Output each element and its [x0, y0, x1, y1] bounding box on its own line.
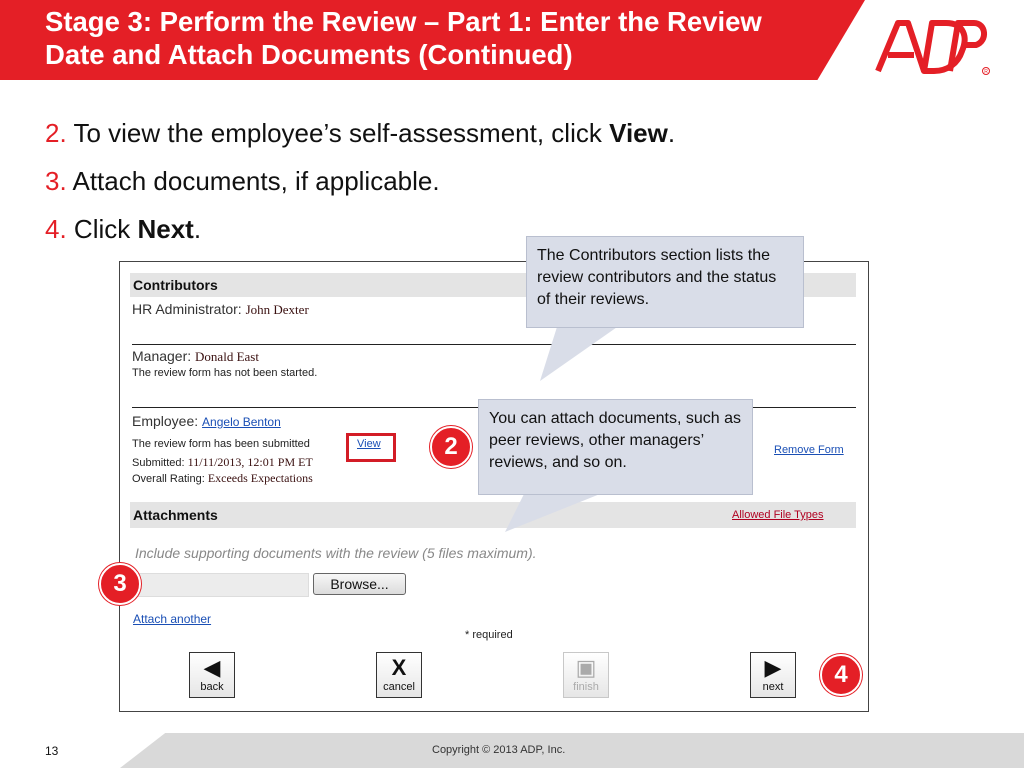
step-text-end: . — [667, 118, 676, 148]
step-marker-3: 3 — [99, 563, 141, 605]
browse-button[interactable]: Browse... — [313, 573, 406, 595]
finish-label: finish — [573, 681, 599, 693]
finish-button[interactable] — [563, 652, 609, 698]
contributors-header: Contributors — [130, 273, 856, 297]
attach-another-link[interactable]: Attach another — [133, 612, 212, 626]
slide-title: Stage 3: Perform the Review – Part 1: Enter the Review Date and Attach Documents (Continued) — [45, 6, 762, 70]
rating-value: Exceeds Expectations — [207, 471, 313, 485]
view-highlight — [346, 433, 396, 462]
back-button[interactable] — [189, 652, 235, 698]
required-note: * required — [465, 629, 513, 641]
disk-icon: ▣ — [575, 655, 597, 680]
step-text: To view the employee’s self-assessment, click — [73, 118, 610, 148]
contributors-callout: The Contributors section lists the review contributors and the status of their reviews. — [526, 236, 804, 328]
step-4 — [45, 214, 201, 245]
employee-label: Employee: — [132, 413, 199, 429]
back-label: back — [200, 681, 224, 693]
allowed-file-types-link[interactable]: Allowed File Types — [732, 509, 824, 521]
cancel-button[interactable] — [376, 652, 422, 698]
rating-row — [132, 471, 313, 486]
employee-status: The review form has been submitted — [132, 438, 310, 450]
manager-label: Manager: — [132, 348, 192, 364]
submitted-row — [132, 455, 313, 470]
arrow-left-icon: ◀ — [203, 655, 221, 680]
employee-row — [132, 413, 281, 429]
manager-name: Donald East — [195, 349, 259, 364]
step-number: 3. — [45, 166, 67, 196]
hr-admin-name: John Dexter — [245, 302, 309, 317]
hr-admin-row — [132, 301, 309, 318]
arrow-right-icon: ▶ — [764, 655, 782, 680]
step-marker-2: 2 — [430, 426, 472, 468]
rating-label: Overall Rating: — [132, 473, 205, 485]
x-icon: X — [391, 655, 407, 680]
step-text: Attach documents, if applicable. — [72, 166, 440, 196]
step-number: 4. — [45, 214, 67, 244]
step-marker-4: 4 — [820, 654, 862, 696]
manager-row — [132, 348, 259, 365]
cancel-label: cancel — [383, 681, 415, 693]
step-bold: Next — [137, 214, 194, 244]
attach-hint: Include supporting documents with the review (5 files maximum). — [135, 545, 537, 561]
footer-band — [120, 733, 1024, 768]
copyright: Copyright © 2013 ADP, Inc. — [432, 744, 566, 756]
submitted-value: 11/11/2013, 12:01 PM ET — [187, 455, 313, 469]
adp-logo — [872, 15, 992, 77]
next-button[interactable] — [750, 652, 796, 698]
step-3 — [45, 166, 440, 197]
next-label: next — [762, 681, 784, 693]
attachments-title: Attachments — [133, 507, 218, 523]
step-number: 2. — [45, 118, 67, 148]
svg-text:R: R — [984, 69, 988, 75]
view-link[interactable]: View — [357, 438, 381, 450]
step-text-end: . — [193, 214, 202, 244]
hr-admin-label: HR Administrator: — [132, 301, 242, 317]
step-bold: View — [609, 118, 668, 148]
step-text: Click — [73, 214, 138, 244]
divider — [132, 344, 856, 345]
step-2 — [45, 118, 675, 149]
page-number: 13 — [45, 744, 59, 758]
file-path-input[interactable] — [135, 573, 309, 597]
employee-name-link[interactable]: Angelo Benton — [202, 415, 281, 429]
submitted-label: Submitted: — [132, 457, 185, 469]
remove-form-link[interactable]: Remove Form — [774, 444, 844, 456]
manager-status: The review form has not been started. — [132, 367, 318, 379]
attach-callout: You can attach documents, such as peer reviews, other managers’ reviews, and so on. — [478, 399, 753, 495]
